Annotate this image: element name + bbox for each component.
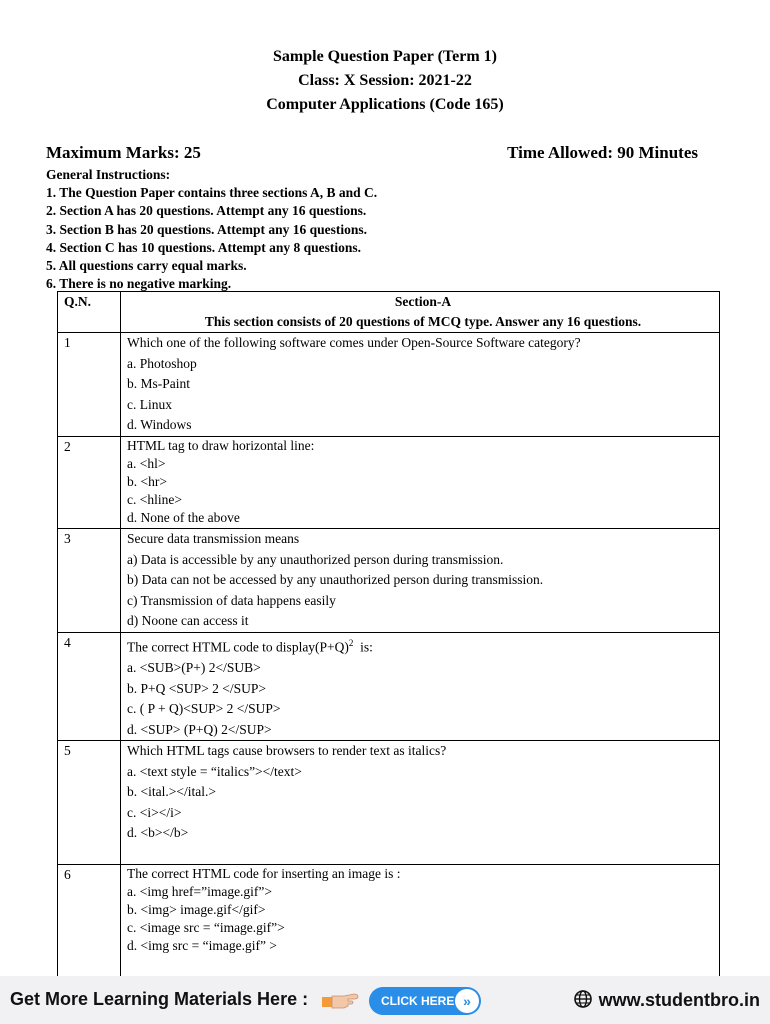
- question-number-text: 2: [64, 439, 71, 454]
- question-cell: [121, 529, 720, 633]
- question-number-text: 6: [64, 867, 71, 882]
- header-class-session: Class: X Session: 2021-22: [298, 72, 472, 89]
- option: a. <text style = “italics”></text>: [127, 763, 302, 779]
- option: a. Photoshop: [127, 355, 197, 371]
- pointing-hand-icon: [322, 990, 362, 1010]
- table-row: [58, 741, 720, 865]
- instructions-heading: General Instructions:: [46, 167, 171, 182]
- option: c. <image src = “image.gif”>: [127, 920, 285, 935]
- option: d. Windows: [127, 417, 192, 432]
- question-cell: [121, 437, 720, 529]
- instruction-item: 6. There is no negative marking.: [46, 276, 232, 292]
- option: c. <hline>: [127, 492, 182, 507]
- superscript: 2: [348, 638, 354, 648]
- header-subject: Computer Applications (Code 165): [266, 96, 504, 113]
- question-text-end: is:: [353, 639, 373, 655]
- general-instructions: [46, 166, 377, 293]
- section-description: This section consists of 20 questions of MCQ type. Answer any 16 questions.: [204, 314, 642, 329]
- site-url: www.studentbro.in: [598, 990, 760, 1010]
- table-row: [58, 437, 720, 529]
- table-row: [58, 529, 720, 633]
- question-number: [58, 865, 121, 978]
- question-number-text: 4: [64, 635, 71, 650]
- question-number: [58, 633, 121, 741]
- instruction-item: 3. Section B has 20 questions. Attempt any 16 questions.: [46, 221, 368, 237]
- question-text: Which one of the following software comes under Open-Source Software category?: [127, 335, 581, 350]
- instruction-item: 5. All questions carry equal marks.: [46, 258, 247, 274]
- section-header: [121, 292, 720, 333]
- option: a) Data is accessible by any unauthorized person during transmission.: [127, 551, 504, 567]
- question-text: HTML tag to draw horizontal line:: [127, 438, 315, 453]
- option: c. ( P + Q)<SUP> 2 </SUP>: [127, 701, 281, 716]
- question-cell: [121, 865, 720, 978]
- option: d. <b></b>: [127, 825, 189, 840]
- instruction-item: 2. Section A has 20 questions. Attempt any 16 questions.: [46, 203, 367, 219]
- option: b. Ms-Paint: [127, 376, 191, 391]
- option: d. <SUP> (P+Q) 2</SUP>: [127, 721, 272, 737]
- question-text: Which HTML tags cause browsers to render text as italics?: [127, 743, 447, 758]
- option: d) Noone can access it: [127, 613, 249, 628]
- footer-promo-text: Get More Learning Materials Here :: [10, 989, 309, 1009]
- option: a. <img href=”image.gif”>: [127, 884, 273, 899]
- question-number: [58, 437, 121, 529]
- question-table: [57, 291, 720, 978]
- question-number: [58, 333, 121, 437]
- question-number-text: 3: [64, 531, 71, 546]
- question-cell: [121, 741, 720, 865]
- option: d. <img src = “image.gif” >: [127, 938, 277, 953]
- site-link[interactable]: [573, 989, 760, 1011]
- question-number-text: 1: [64, 335, 71, 350]
- option: a. <SUB>(P+) 2</SUB>: [127, 660, 261, 675]
- maximum-marks: Maximum Marks: 25: [46, 143, 201, 162]
- question-text: Secure data transmission means: [127, 531, 300, 546]
- option: b. <hr>: [127, 474, 167, 489]
- option: b. <ital.></ital.>: [127, 784, 216, 799]
- option: c) Transmission of data happens easily: [127, 592, 336, 608]
- question-number: [58, 741, 121, 865]
- footer-banner: [0, 976, 770, 1024]
- click-here-label: CLICK HERE: [381, 994, 455, 1008]
- globe-icon: [573, 989, 593, 1009]
- question-text-main: The correct HTML code to display(P+Q): [127, 639, 349, 655]
- section-title: Section-A: [394, 294, 452, 309]
- question-text: [127, 633, 719, 658]
- table-row: [58, 633, 720, 741]
- instruction-item: 1. The Question Paper contains three sections A, B and C.: [46, 185, 378, 201]
- double-chevron-right-icon: »: [455, 989, 479, 1013]
- option: c. <i></i>: [127, 804, 182, 820]
- question-cell: [121, 333, 720, 437]
- question-cell: [121, 633, 720, 741]
- option: b. <img> image.gif</gif>: [127, 902, 266, 917]
- option: d. None of the above: [127, 510, 240, 525]
- option: c. Linux: [127, 396, 172, 412]
- qn-label: Q.N.: [64, 294, 91, 309]
- click-here-button[interactable]: [369, 987, 481, 1015]
- table-row: [58, 865, 720, 978]
- question-number: [58, 529, 121, 633]
- table-row: [58, 333, 720, 437]
- option: b) Data can not be accessed by any unauthorized person during transmission.: [127, 572, 544, 587]
- time-allowed: Time Allowed: 90 Minutes: [507, 143, 698, 162]
- option: a. <hl>: [127, 456, 166, 471]
- header-title: Sample Question Paper (Term 1): [273, 48, 497, 65]
- question-number-text: 5: [64, 743, 71, 758]
- question-text: The correct HTML code for inserting an image is :: [127, 866, 401, 881]
- column-header-qn: [58, 292, 121, 333]
- option: b. P+Q <SUP> 2 </SUP>: [127, 680, 266, 696]
- table-header-row: [58, 292, 720, 333]
- instruction-item: 4. Section C has 10 questions. Attempt any 8 questions.: [46, 239, 362, 255]
